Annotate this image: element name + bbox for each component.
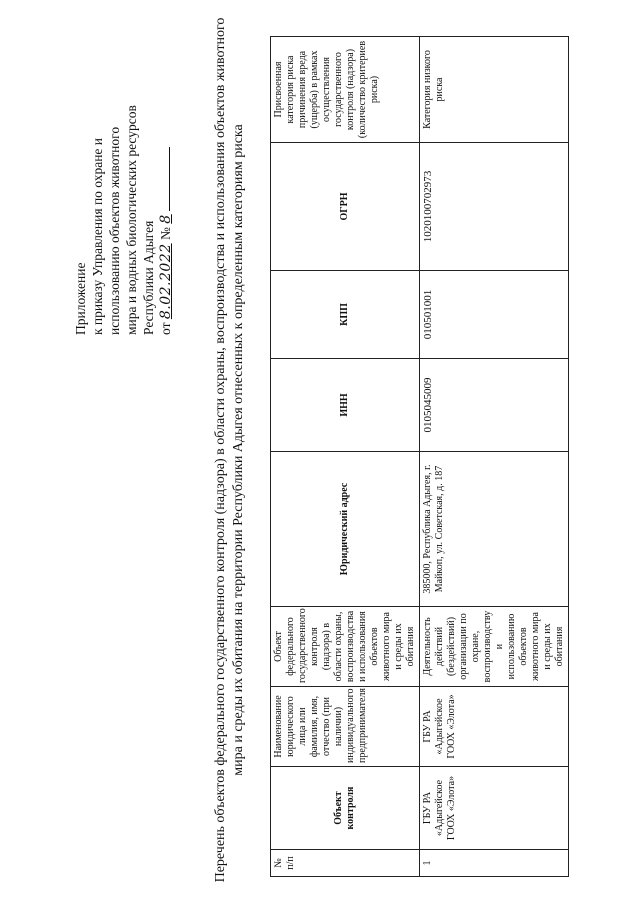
header-entity-name: Наименование юридического лица или фамилия, имя, отчество (при наличии) индивидуального предпринимателя bbox=[271, 687, 420, 767]
table-row bbox=[420, 37, 569, 877]
appendix-line: мира и водных биологических ресурсов bbox=[124, 105, 139, 335]
cell-ogrn: 1020100702973 bbox=[420, 143, 569, 271]
document-title: Перечень объектов федерального государственного контроля (надзора) в области охраны, воспроизводства и использования объектов животного мира и среды их обитания на территории Республики Адыгея отнесенных к определенным категориям риска bbox=[213, 17, 246, 883]
appendix-block bbox=[72, 15, 175, 335]
cell-risk-category: Категория низкого риска bbox=[420, 37, 569, 143]
cell-kpp: 010501001 bbox=[420, 271, 569, 359]
cell-entity-name: ГБУ РА «Адыгейское ГООХ «Элота» bbox=[420, 687, 569, 767]
registry-table bbox=[270, 36, 569, 877]
header-control-object: Объект контроля bbox=[271, 767, 420, 850]
header-kpp: КПП bbox=[271, 271, 420, 359]
appendix-line: к приказу Управления по охране и bbox=[90, 137, 105, 335]
header-num: № п/п bbox=[271, 850, 420, 877]
date-prefix: от bbox=[158, 322, 173, 335]
signature-blank-line bbox=[157, 147, 170, 211]
appendix-line: использованию объектов животного bbox=[107, 126, 122, 335]
cell-legal-address: 385000, Республика Адыгея, г. Майкоп, ул. Советская, д. 187 bbox=[420, 452, 569, 607]
handwritten-date: 8.02.2022 bbox=[158, 243, 174, 320]
cell-inn: 0105045009 bbox=[420, 359, 569, 452]
appendix-line: Приложение bbox=[73, 262, 88, 335]
header-legal-address: Юридический адрес bbox=[271, 452, 420, 607]
number-prefix: № bbox=[158, 227, 173, 240]
appendix-line: Республики Адыгея bbox=[141, 220, 156, 335]
header-ogrn: ОГРН bbox=[271, 143, 420, 271]
order-date-line bbox=[157, 15, 175, 335]
handwritten-number: 8 bbox=[158, 214, 174, 224]
header-supervision-object: Объект федерального государственного контроля (надзора) в области охраны, воспроизводства и использования объектов животного мира и среды их обитания bbox=[271, 607, 420, 687]
cell-activity: Деятельность действий (бездействий) организации по охране, воспроизводству и использованию объектов животного мира и среды их обитания bbox=[420, 607, 569, 687]
header-risk-category: Присвоенная категория риска причинения вреда (ущерба) в рамках осуществления государственного контроля (надзора) (количество критериев риска) bbox=[271, 37, 420, 143]
cell-num: 1 bbox=[420, 850, 569, 877]
cell-control-object: ГБУ РА «Адыгейское ГООХ «Элота» bbox=[420, 767, 569, 850]
header-inn: ИНН bbox=[271, 359, 420, 452]
table-header-row bbox=[271, 37, 420, 877]
